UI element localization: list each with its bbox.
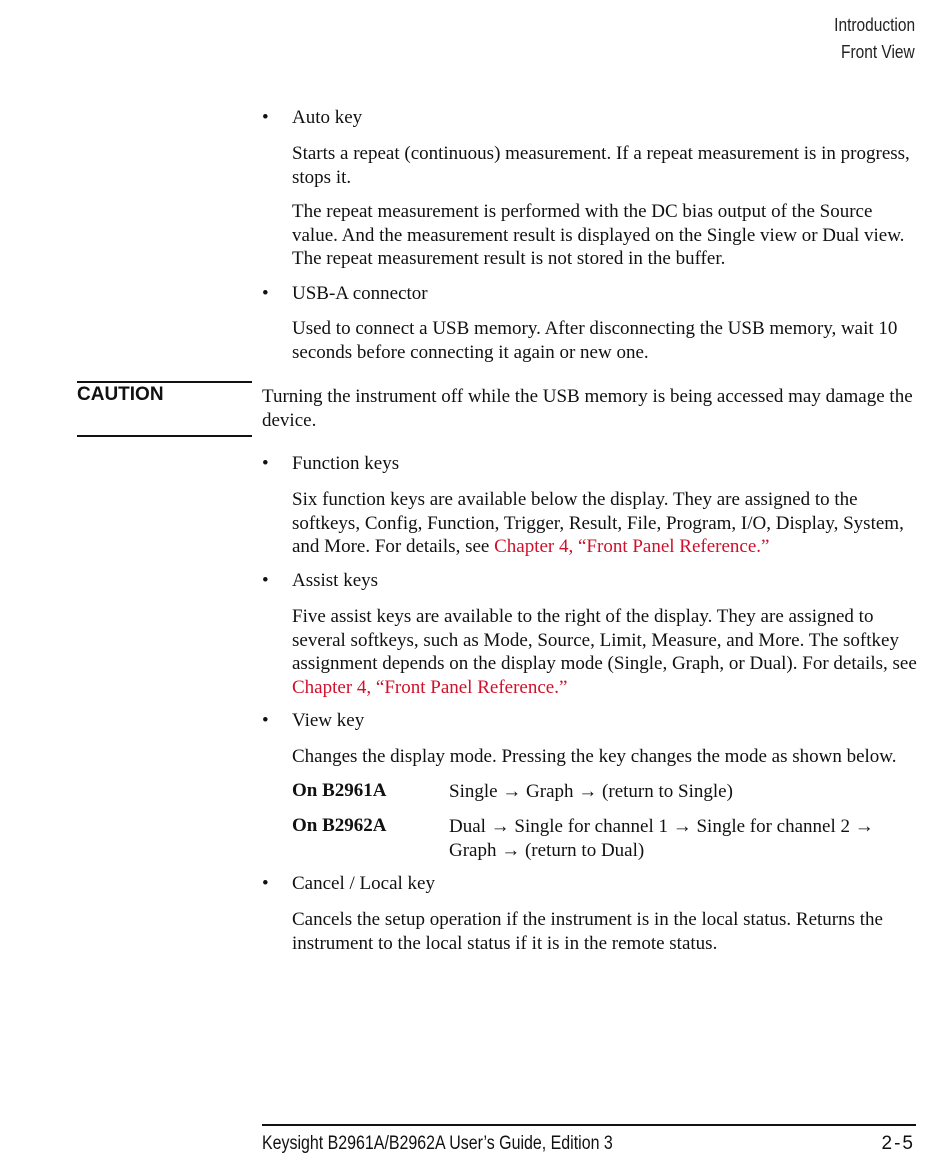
- assist-keys-title: Assist keys: [292, 570, 379, 591]
- view-mode-row-value: Single → Graph → (return to Single): [449, 781, 733, 802]
- caution-bottom-rule: [77, 435, 252, 437]
- bullet-marker: •: [262, 873, 269, 894]
- view-key-paragraph: Changes the display mode. Pressing the key changes the mode as shown below.: [292, 746, 897, 767]
- header-section: Front View: [841, 42, 915, 62]
- footer-title: Keysight B2961A/B2962A User’s Guide, Edition 3: [262, 1133, 613, 1154]
- usb-connector-title: USB-A connector: [292, 283, 428, 304]
- assist-keys-chapter-link[interactable]: Chapter 4, “Front Panel Reference.”: [292, 676, 568, 698]
- bullet-marker: •: [262, 710, 269, 731]
- bullet-marker: •: [262, 107, 269, 128]
- bullet-marker: •: [262, 570, 269, 591]
- view-key-title: View key: [292, 710, 365, 731]
- page-number: 2-5: [881, 1133, 915, 1154]
- caution-top-rule: [77, 381, 252, 383]
- view-mode-row-value: Dual → Single for channel 1 → Single for channel 2 → Graph → (return to Dual): [449, 816, 874, 861]
- assist-keys-text: Five assist keys are available to the right of the display. They are assigned to several softkeys, such as Mode, Source, Limit, Measure, and More. The softkey assignment depends on the display mode (Single, Graph, or Dual). For details, see: [292, 606, 917, 674]
- caution-text: Turning the instrument off while the USB memory is being accessed may damage the device.: [262, 386, 913, 431]
- usb-connector-paragraph: Used to connect a USB memory. After disconnecting the USB memory, wait 10 seconds before connecting it again or new one.: [292, 318, 898, 363]
- header-chapter: Introduction: [834, 15, 915, 35]
- function-keys-paragraph: [292, 488, 917, 559]
- view-mode-row-label: On B2962A: [292, 815, 387, 836]
- view-mode-row-label: On B2961A: [292, 780, 387, 801]
- auto-key-paragraph-2: The repeat measurement is performed with the DC bias output of the Source value. And the measurement result is displayed on the Single view or Dual view. The repeat measurement result is not stored in the buffer.: [292, 201, 905, 269]
- bullet-marker: •: [262, 283, 269, 304]
- assist-keys-paragraph: [292, 605, 917, 699]
- function-keys-title: Function keys: [292, 453, 400, 474]
- cancel-local-key-title: Cancel / Local key: [292, 873, 435, 894]
- function-keys-text: Six function keys are available below the display. They are assigned to the softkeys, Config, Function, Trigger, Result, File, Program, I/O, Display, System, and More. For details, see: [292, 489, 904, 557]
- footer-rule: [262, 1124, 916, 1126]
- auto-key-title: Auto key: [292, 107, 363, 128]
- cancel-local-key-paragraph: Cancels the setup operation if the instrument is in the local status. Returns the instrument to the local status if it is in the remote status.: [292, 909, 883, 954]
- bullet-marker: •: [262, 453, 269, 474]
- function-keys-chapter-link[interactable]: Chapter 4, “Front Panel Reference.”: [494, 536, 770, 557]
- auto-key-paragraph-1: Starts a repeat (continuous) measurement. If a repeat measurement is in progress, stops it.: [292, 143, 910, 188]
- caution-label: CAUTION: [77, 384, 164, 405]
